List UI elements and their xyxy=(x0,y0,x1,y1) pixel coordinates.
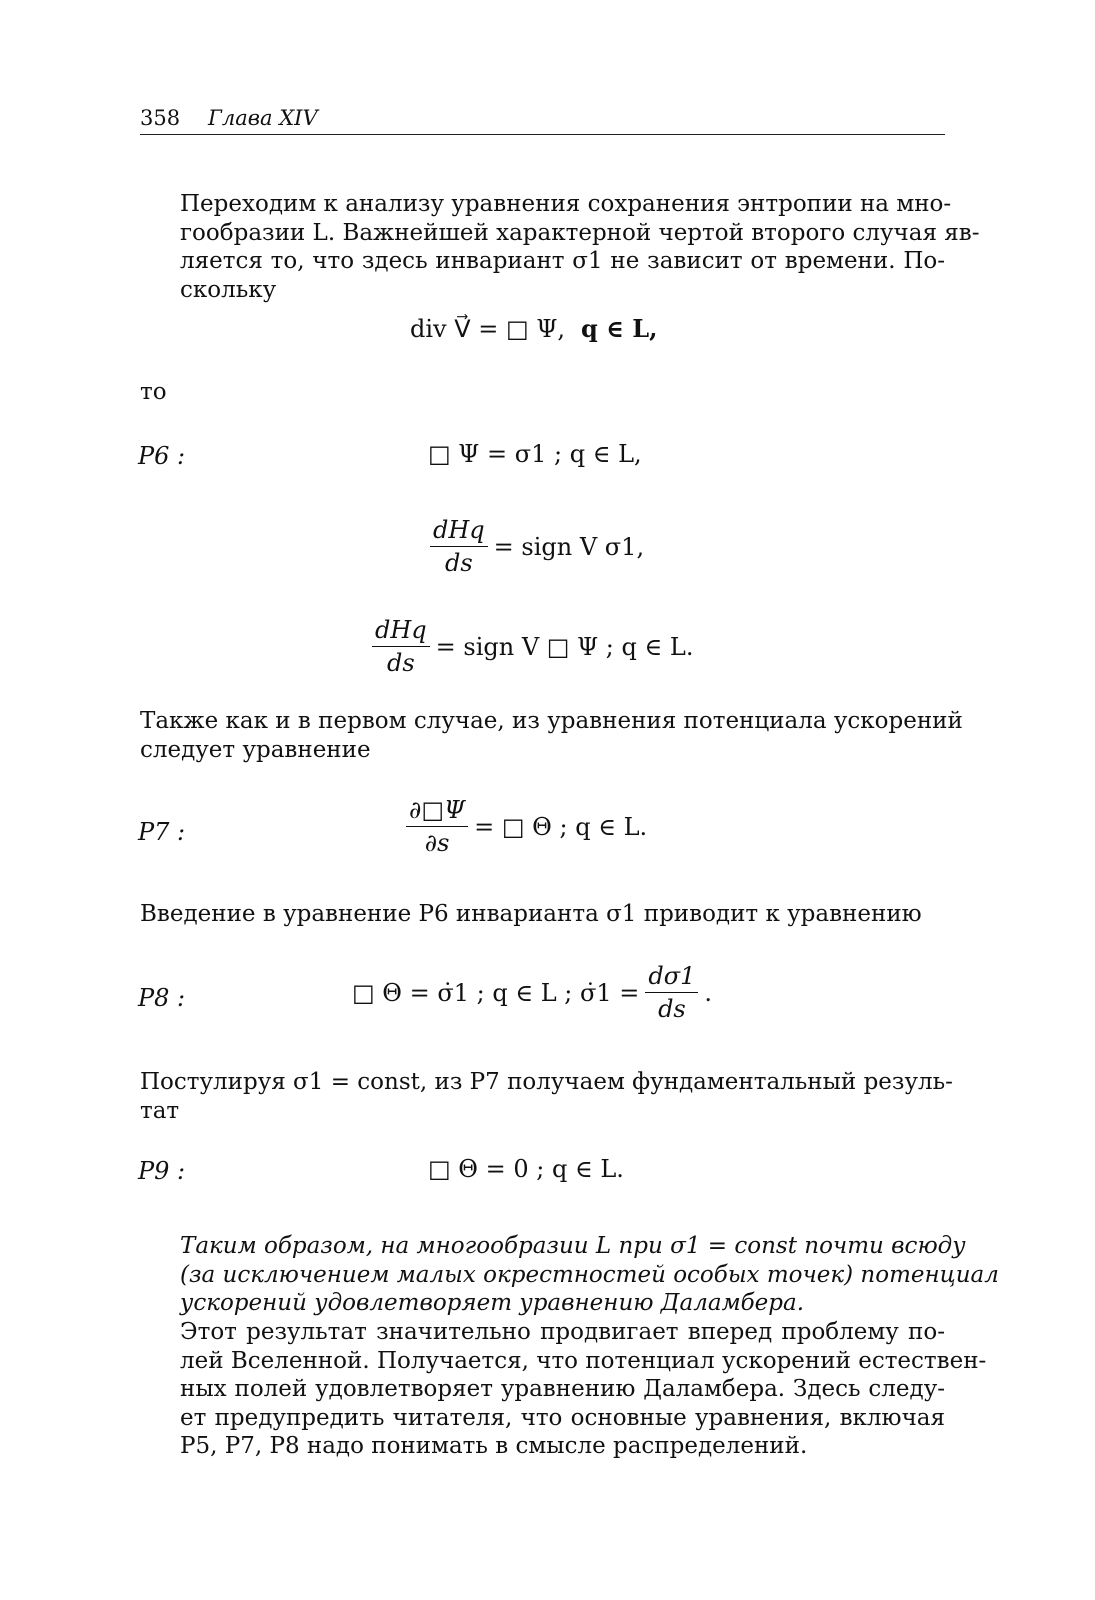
paragraph-acceleration xyxy=(140,707,963,764)
text-line: P5, P7, P8 надо понимать в смысле распределений. xyxy=(180,1433,808,1459)
text-line: Введение в уравнение P6 инварианта σ1 приводит к уравнению xyxy=(140,901,922,927)
fraction-denominator: ds xyxy=(386,649,415,677)
fraction-numerator: dHq xyxy=(430,516,488,547)
text-line: Таким образом, на многообразии L при σ1 = const почти всюду xyxy=(180,1233,966,1259)
equation-label-p6: P6 : xyxy=(138,442,186,470)
equation-dh-sigma xyxy=(424,516,644,577)
text-line: лей Вселенной. Получается, что потенциал ускорений естествен- xyxy=(180,1347,987,1374)
chapter-title: Глава XIV xyxy=(208,106,318,130)
fraction xyxy=(406,796,468,857)
equation-rhs: q ∈ L, xyxy=(581,314,658,343)
equation-label-p7: P7 : xyxy=(138,818,186,846)
text-line: Переходим к анализу уравнения сохранения энтропии на мно- xyxy=(180,191,952,217)
text-line: ных полей удовлетворяет уравнению Даламбера. Здесь следу- xyxy=(180,1376,945,1402)
fraction-denominator: ds xyxy=(658,995,686,1023)
text-line: Также как и в первом случае, из уравнения потенциала ускорений xyxy=(140,708,963,734)
fraction-numerator: ∂□Ψ xyxy=(406,796,468,827)
paragraph-result xyxy=(140,1318,987,1461)
text-line: скольку xyxy=(180,276,277,303)
paragraph-postulate xyxy=(140,1068,953,1125)
paragraph-conclusion-italic xyxy=(140,1232,999,1318)
fraction xyxy=(372,616,430,677)
text-line: следует уравнение xyxy=(140,736,371,763)
word-to: то xyxy=(140,379,167,405)
equation-p9 xyxy=(428,1155,624,1183)
equation-rhs: = □ Θ ; q ∈ L. xyxy=(474,812,648,841)
text-line: ускорений удовлетворяет уравнению Даламбера. xyxy=(180,1290,805,1316)
fraction-denominator: ds xyxy=(444,549,473,577)
equation-rhs: = sign V □ Ψ ; q ∈ L. xyxy=(435,632,694,661)
fraction-numerator: dσ1 xyxy=(645,962,698,993)
paragraph-introduction-p6 xyxy=(140,900,945,929)
equation-tail: . xyxy=(704,978,713,1007)
fraction-denominator: ∂s xyxy=(424,829,450,857)
text-line: ет предупредить читателя, что основные уравнения, включая xyxy=(180,1404,945,1431)
fraction xyxy=(645,962,698,1023)
equation-p6 xyxy=(428,440,642,468)
running-header xyxy=(140,104,945,135)
equation-divergence xyxy=(410,314,658,343)
equation-dh-box xyxy=(366,616,693,677)
text-line: гообразии L. Важнейшей характерной чертой второго случая яв- xyxy=(180,219,980,246)
equation-p8 xyxy=(352,962,712,1023)
text-line: ляется то, что здесь инвариант σ1 не зависит от времени. По- xyxy=(180,248,945,274)
fraction-numerator: dHq xyxy=(372,616,430,647)
text-line: Этот результат значительно продвигает вперед проблему по- xyxy=(180,1319,945,1345)
equation-p8-expr: □ Θ = σ̇1 ; q ∈ L ; σ̇1 = xyxy=(352,978,640,1007)
equation-rhs: = sign V σ1, xyxy=(493,532,645,561)
equation-label-p9: P9 : xyxy=(138,1157,186,1185)
page-number: 358 xyxy=(140,106,181,130)
equation-p7 xyxy=(400,796,647,857)
equation-p9-expr: □ Θ = 0 ; q ∈ L. xyxy=(428,1155,624,1183)
text-line: Постулируя σ1 = const, из P7 получаем фундаментальный резуль- xyxy=(140,1069,953,1095)
equation-label-p8: P8 : xyxy=(138,984,186,1012)
text-line: (за исключением малых окрестностей особых точек) потенциал xyxy=(180,1261,999,1288)
equation-lhs: div V⃗ = □ Ψ, xyxy=(410,314,565,343)
text-line: тат xyxy=(140,1097,180,1124)
equation-p6-expr: □ Ψ = σ1 ; q ∈ L, xyxy=(428,440,642,468)
fraction xyxy=(430,516,488,577)
paragraph-entropy-intro xyxy=(140,190,980,304)
